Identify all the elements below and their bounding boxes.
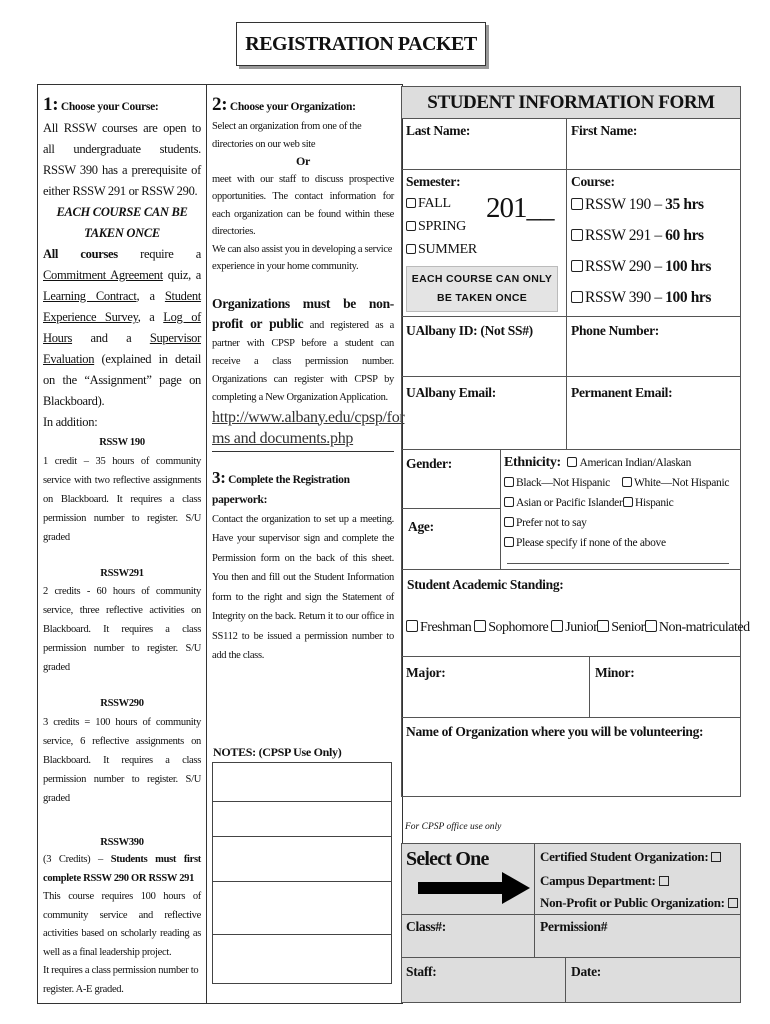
nonprofit-text [212,295,394,407]
notes-box-3[interactable] [212,836,392,882]
req-part-3: , a [136,289,155,303]
fall-label: FALL [418,196,451,211]
first-name-field[interactable] [566,118,741,170]
eth-asian-checkbox[interactable] [504,497,514,507]
course-label: Course: [571,174,615,189]
ualbany-id-label: UAlbany ID: (Not SS#) [406,323,533,338]
organization-column [212,94,405,666]
experience-survey-link[interactable]: Student Experience Survey [43,289,202,324]
standing-sophomore[interactable] [474,620,548,635]
spring-label: SPRING [418,219,466,234]
ualbany-email-label: UAlbany Email: [406,385,496,400]
eth-white-checkbox[interactable] [622,477,632,487]
once-note [406,266,558,312]
step3-number: 3: [212,467,226,487]
freshman-checkbox[interactable] [406,620,418,632]
org-text-1: Select an organization from one of the directories on our web site [212,121,362,150]
course-option-291[interactable] [571,227,704,245]
form-title: STUDENT INFORMATION FORM [427,91,715,113]
course-390-checkbox[interactable] [571,291,583,303]
log-of-hours-link[interactable]: Log of Hours [43,310,202,345]
nonprofit-option[interactable] [540,895,740,911]
step3-heading: Complete the Registration paperwork: [212,473,350,506]
campus-checkbox[interactable] [659,876,669,886]
rssw190-text: 1 credit – 35 hours of community service with two reflective assignments on Blackboard. It requires a class permission number to register. S/U graded [43,455,201,543]
semester-cell [401,169,567,317]
supervisor-evaluation-link[interactable]: Supervisor Evaluation [43,331,201,366]
standing-nonmatric[interactable] [645,620,750,635]
course-option-390[interactable] [571,289,711,307]
eth-specify-line[interactable] [507,563,729,564]
standing-options [406,620,750,636]
commitment-agreement-link[interactable]: Commitment Agreement [43,268,163,282]
once-note-line1: EACH COURSE CAN ONLY [411,273,553,285]
course-390-hrs: 100 hrs [665,289,712,306]
sophomore-label: Sophomore [488,620,549,635]
forms-link-line1: http://www.albany.edu/cpsp/for [212,408,405,426]
date-label: Date: [571,964,601,979]
select-one-cell [401,843,535,915]
ethnicity-cell [500,449,741,570]
eth-prefer-checkbox[interactable] [504,517,514,527]
nonprofit-detail: and registered as a partner with CPSP before a student can receive a class permission number. Organizations can register with CPSP by completing a New Organization Application. [212,319,395,403]
course-290-checkbox[interactable] [571,260,583,272]
campus-option[interactable] [540,873,671,889]
req-part-5: and a [90,331,132,345]
rssw390-text: This course requires 100 hours of community service and reflective activities based on scholarly reading as well as a final leadership project. [43,891,201,958]
eth-specify-option[interactable] [504,537,666,549]
req-part-1: require a [140,247,202,261]
standing-freshman[interactable] [406,620,471,635]
first-name-label: First Name: [571,123,638,138]
once-note-line2: BE TAKEN ONCE [436,292,528,304]
year-field[interactable]: 201__ [486,192,554,224]
standing-junior[interactable] [551,620,597,635]
nonprofit-checkbox[interactable] [728,898,738,908]
gender-label: Gender: [406,456,452,471]
nonmatric-label: Non-matriculated [658,620,750,635]
summer-label: SUMMER [418,242,477,257]
eth-white-option[interactable] [622,477,729,489]
eth-specify-label: Please specify if none of the above [516,537,666,549]
eth-black-checkbox[interactable] [504,477,514,487]
standing-senior[interactable] [597,620,645,635]
staff-label: Staff: [406,964,437,979]
phone-field[interactable] [566,316,741,377]
summer-option[interactable] [406,242,477,258]
org-text-2: meet with our staff to discuss prospective opportunities. The contact information for each organization can be found within these directories. [212,173,394,237]
eth-ai-label: American Indian/Alaskan [579,457,692,469]
org-text-3: We can also assist you in developing a service experience in your home community. [212,243,393,272]
eth-ai-checkbox[interactable] [567,457,577,467]
nonmatric-checkbox[interactable] [645,620,657,632]
req-part-2: quiz, a [167,268,201,282]
fall-option[interactable] [406,196,451,212]
eth-hispanic-label: Hispanic [635,497,674,509]
course-190-code: RSSW 190 – [585,196,662,213]
eth-hispanic-checkbox[interactable] [623,497,633,507]
class-number-field[interactable] [401,914,535,958]
rssw390-text2: It requires a class permission number to register. A-E graded. [43,965,199,995]
course-290-hrs: 100 hrs [665,258,712,275]
permanent-email-label: Permanent Email: [571,385,673,400]
each-course-once: EACH COURSE CAN BE TAKEN ONCE [56,205,188,240]
course-option-190[interactable] [571,196,704,214]
rssw291-title: RSSW291 [100,567,144,579]
rssw190-title: RSSW 190 [99,437,145,448]
or-label: Or [295,154,311,168]
spring-option[interactable] [406,219,466,235]
arrow-right-icon [418,872,530,904]
rssw390-intro [43,851,201,888]
all-courses-label: All courses [43,247,118,261]
semester-label: Semester: [406,174,461,189]
rssw290-text: 3 credits = 100 hours of community service, 6 reflective assignments on Blackboard. It requires a class permission number to register. S/U graded [43,716,201,804]
major-field[interactable] [401,656,590,718]
standing-label: Student Academic Standing: [407,577,564,592]
eth-hispanic-option[interactable] [623,497,673,509]
summer-checkbox[interactable] [406,244,416,254]
course-intro: All RSSW courses are open to all undergraduate students. RSSW 390 has a prerequisite of either RSSW 291 or RSSW 290. [43,121,201,198]
req-part-4: , a [137,310,155,324]
ethnicity-label: Ethnicity: [504,455,561,470]
fall-checkbox[interactable] [406,198,416,208]
permission-number-field[interactable] [534,914,741,958]
notes-box-2[interactable] [212,801,392,837]
senior-checkbox[interactable] [597,620,609,632]
eth-asian-label: Asian or Pacific Islander [516,497,623,509]
req-part-6: (explained in detail on the “Assignment” page on Blackboard). [43,352,202,408]
nonprofit-bold: Organizations must be non-profit or public [212,295,394,331]
senior-label: Senior [611,620,645,635]
major-label: Major: [406,665,446,680]
select-one-label: Select One [406,848,489,870]
campus-label: Campus Department: [540,873,656,888]
requirements-text [43,244,201,412]
forms-link-line2: ms and documents.php [212,429,354,447]
step1-number: 1: [43,94,59,115]
in-addition: In addition: [43,415,98,429]
notes-box-4[interactable] [212,881,392,935]
course-390-code: RSSW 390 – [585,289,662,306]
learning-contract-link[interactable]: Learning Contract [43,289,137,303]
permanent-email-field[interactable] [566,376,741,450]
eth-ai-option[interactable] [567,457,691,469]
last-name-field[interactable] [401,118,567,170]
rssw390-credits: (3 Credits) – [43,854,103,865]
eth-black-label: Black—Not Hispanic [516,477,610,489]
spring-checkbox[interactable] [406,221,416,231]
age-label: Age: [408,519,434,534]
course-290-code: RSSW 290 – [585,258,662,275]
step2-number: 2: [212,94,228,115]
certified-option[interactable] [540,849,723,865]
course-291-checkbox[interactable] [571,229,583,241]
org-type-cell [534,843,741,915]
course-190-checkbox[interactable] [571,198,583,210]
course-291-code: RSSW 291 – [585,227,662,244]
step1-heading: Choose your Course: [60,101,159,113]
course-cell [566,169,741,317]
course-column [43,94,201,999]
minor-label: Minor: [595,665,635,680]
course-291-hrs: 60 hrs [665,227,704,244]
organization-name-label: Name of Organization where you will be volunteering: [406,724,704,739]
office-use-note: For CPSP office use only [405,822,502,832]
minor-field[interactable] [589,656,741,718]
course-option-290[interactable] [571,258,711,276]
rssw291-text: 2 credits - 60 hours of community service, three reflective activities on Blackboard. It requires a class permission number to register. S/U graded [43,586,201,673]
form-title-bar [401,86,741,119]
last-name-label: Last Name: [406,123,471,138]
certified-label: Certified Student Organization: [540,849,709,864]
notes-label: NOTES: (CPSP Use Only) [213,745,342,759]
certified-checkbox[interactable] [711,852,721,862]
freshman-label: Freshman [420,620,472,635]
eth-black-option[interactable] [504,477,610,489]
rssw390-title: RSSW390 [100,836,144,848]
eth-asian-option[interactable] [504,497,623,509]
ualbany-email-field[interactable] [401,376,567,450]
page-title: REGISTRATION PACKET [236,22,486,66]
sophomore-checkbox[interactable] [474,620,486,632]
gender-field[interactable] [401,449,501,509]
forms-link[interactable] [212,407,405,452]
junior-checkbox[interactable] [551,620,563,632]
nonprofit-label: Non-Profit or Public Organization: [540,895,725,910]
step3-text: Contact the organization to set up a meeting. Have your supervisor sign and complete the Permission form on the back of this sheet. You then and fill out the Student Information form to the right and sign the Statement of Integrity on the back. Return it to our office in SS112 to be issued a permission number to add the class. [212,513,394,661]
junior-label: Junior [565,620,598,635]
step2-heading: Choose your Organization: [229,101,356,113]
eth-white-label: White—Not Hispanic [634,477,730,489]
organization-name-field[interactable] [401,717,741,797]
class-number-label: Class#: [406,919,446,934]
notes-box-1[interactable] [212,762,392,802]
date-field[interactable] [565,957,741,1003]
staff-field[interactable] [401,957,566,1003]
rssw290-title: RSSW290 [100,698,144,709]
rssw390-prereq: Students must first complete RSSW 290 OR RSSW 291 [43,854,201,884]
ethnicity-row-1 [504,455,691,471]
ualbany-id-field[interactable] [401,316,567,377]
eth-specify-checkbox[interactable] [504,537,514,547]
eth-prefer-label: Prefer not to say [516,517,587,529]
eth-prefer-option[interactable] [504,517,587,529]
phone-label: Phone Number: [571,323,659,338]
academic-standing-cell [401,569,750,657]
notes-box-5[interactable] [212,934,392,984]
age-field[interactable] [401,508,501,570]
column-divider [206,85,207,1003]
permission-number-label: Permission# [540,919,608,934]
course-190-hrs: 35 hrs [665,196,704,213]
